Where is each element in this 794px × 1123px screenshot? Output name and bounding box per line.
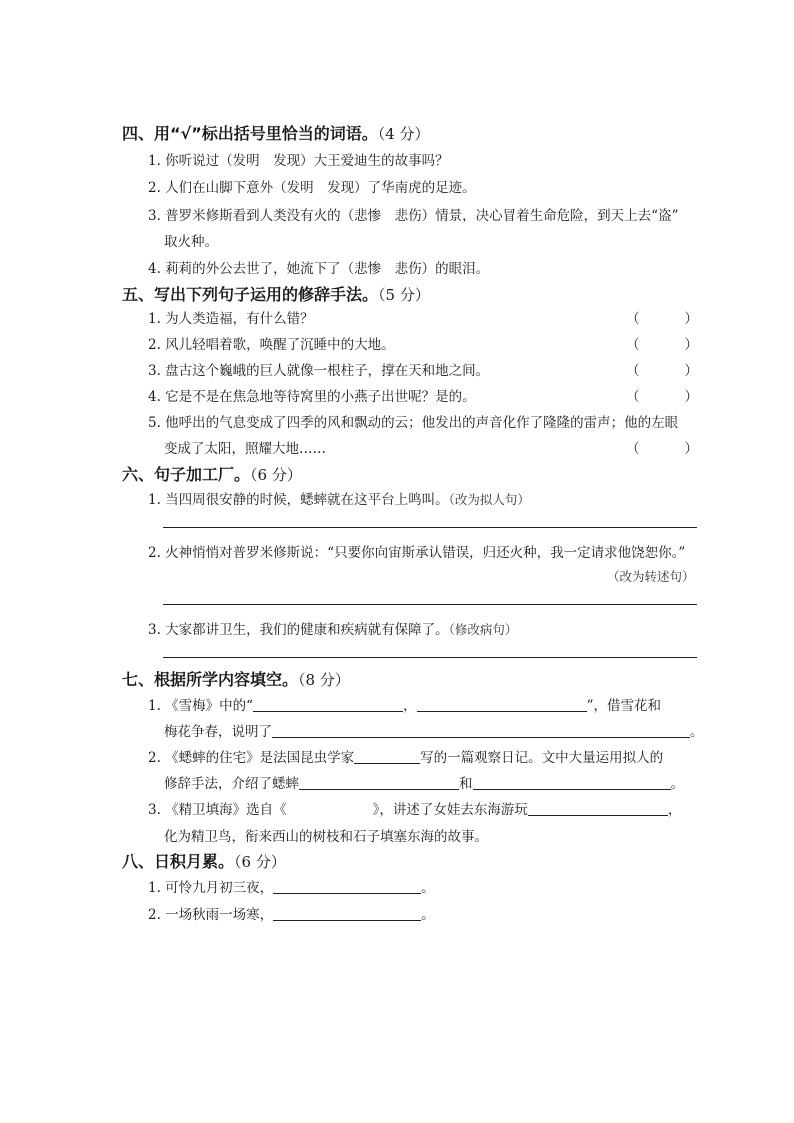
s7-q2-blank-3[interactable]: [473, 775, 671, 790]
s4-question-2: 2. 人们在山脚下意外（发明 发现）了华南虎的足迹。: [148, 180, 476, 196]
s6-answer-line-2[interactable]: [163, 604, 697, 605]
s5-question-1: 1. 为人类造福，有什么错？: [148, 311, 314, 327]
section-8-heading: [122, 849, 286, 872]
s7-question-3-cont: 化为精卫鸟，衔来西山的树枝和石子填塞东海的故事。: [164, 829, 488, 845]
s4-question-1: 1. 你听说过（发明 发现）大王爱迪生的故事吗？: [148, 153, 449, 169]
s6-question-2-hint: （改为转述句）: [607, 569, 695, 584]
section-5-points: （5 分）: [378, 286, 430, 304]
s7-q1-blank-3[interactable]: [272, 723, 690, 738]
s7-q3-blank-2[interactable]: [528, 801, 668, 816]
section-4-title: 四、用“√”标出括号里恰当的词语。: [122, 124, 378, 143]
s8-question-1: 1. 可怜九月初三夜， 。: [148, 880, 435, 896]
s5-answer-bracket-3[interactable]: （ ）: [626, 363, 698, 379]
s7-question-2-cont: 修辞手法，介绍了蟋蟀 和 。: [164, 776, 684, 792]
section-8-title: 八、日积月累。: [122, 852, 235, 871]
section-5-title: 五、写出下列句子运用的修辞手法。: [122, 285, 379, 304]
s6-question-1: 1. 当四周很安静的时候，蟋蟀就在这平台上鸣叫。（改为拟人句）: [148, 492, 530, 508]
s7-q1-blank-2[interactable]: [417, 697, 587, 712]
s5-answer-bracket-1[interactable]: （ ）: [626, 311, 698, 327]
s4-question-3: 3. 普罗米修斯看到人类没有火的（悲惨 悲伤）情景，决心冒着生命危险，到天上去“盗”: [148, 208, 679, 224]
s7-q1-blank-1[interactable]: [253, 697, 403, 712]
section-5-heading: [122, 282, 430, 305]
s5-question-2: 2. 风儿轻唱着歌，唤醒了沉睡中的大地。: [148, 337, 395, 353]
s5-question-5: 5. 他呼出的气息变成了四季的风和飘动的云；他发出的声音化作了隆隆的雷声；他的左眼: [148, 415, 679, 431]
s6-answer-line-3[interactable]: [163, 657, 697, 658]
section-4-heading: [122, 121, 430, 144]
s7-question-1: 1. 《雪梅》中的“ ， ”，借雪花和: [148, 698, 661, 714]
s4-question-3-cont: 取火种。: [164, 234, 218, 250]
s4-question-4: 4. 莉莉的外公去世了，她流下了（悲惨 悲伤）的眼泪。: [148, 261, 490, 277]
section-7-heading: [122, 667, 350, 690]
s7-question-3: 3. 《精卫填海》选自《 》，讲述了女娃去东海游玩 ，: [148, 802, 682, 818]
s5-question-4: 4. 它是不是在焦急地等待窝里的小燕子出世呢？是的。: [148, 389, 476, 405]
s5-question-5-cont: 变成了太阳，照耀大地……: [164, 441, 326, 457]
s6-question-3-hint: （修改病句）: [448, 622, 518, 637]
s7-q2-blank-2[interactable]: [299, 775, 459, 790]
section-6-heading: [122, 462, 302, 485]
s6-question-1-hint: （改为拟人句）: [448, 492, 530, 507]
section-8-points: （6 分）: [234, 853, 286, 871]
s6-question-2: 2. 火神悄悄对普罗米修斯说：“只要你向宙斯承认错误，归还火种，我一定请求他饶恕你。”: [148, 545, 686, 561]
s8-question-2: 2. 一场秋雨一场寒， 。: [148, 907, 435, 923]
s5-answer-bracket-4[interactable]: （ ）: [626, 389, 698, 405]
s6-answer-line-1[interactable]: [163, 527, 697, 528]
section-4-points: （4 分）: [377, 125, 430, 143]
section-7-title: 七、根据所学内容填空。: [122, 670, 299, 689]
s8-q2-blank[interactable]: [273, 906, 421, 921]
section-6-title: 六、句子加工厂。: [122, 465, 251, 484]
s7-question-1-cont: 梅花争春，说明了 。: [164, 724, 704, 740]
s7-question-2: 2. 《蟋蟀的住宅》是法国昆虫学家 写的一篇观察日记。文中大量运用拟人的: [148, 750, 664, 766]
s6-question-3: 3. 大家都讲卫生，我们的健康和疾病就有保障了。（修改病句）: [148, 622, 518, 638]
s5-answer-bracket-5[interactable]: （ ）: [626, 441, 698, 457]
s5-answer-bracket-2[interactable]: （ ）: [626, 337, 698, 353]
s8-q1-blank[interactable]: [273, 879, 421, 894]
s5-question-3: 3. 盘古这个巍峨的巨人就像一根柱子，撑在天和地之间。: [148, 363, 490, 379]
section-6-points: （6 分）: [250, 466, 302, 484]
s7-q2-blank-1[interactable]: [354, 749, 420, 764]
section-7-points: （8 分）: [298, 671, 350, 689]
